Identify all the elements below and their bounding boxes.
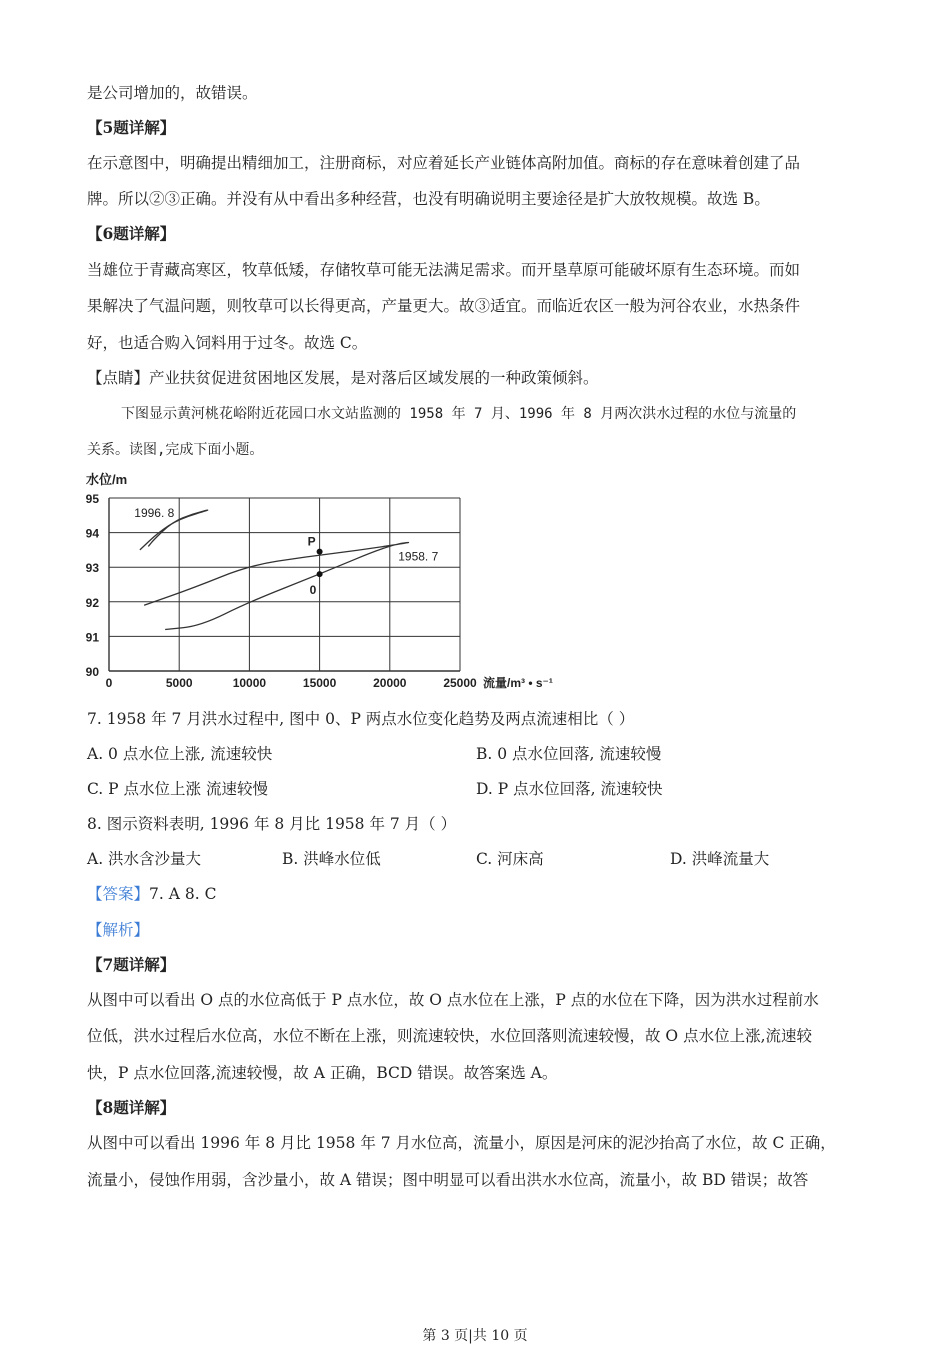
q8-option-a[interactable]: A. 洪水含沙量大 (87, 850, 202, 868)
y-tick-label: 91 (85, 630, 99, 645)
point-marker-P (317, 549, 323, 555)
text-line: 快，P 点水位回落,流速较慢，故 A 正确，BCD 错误。故答案选 A。 (87, 1064, 558, 1082)
q7-option-b[interactable]: B. 0 点水位回落, 流速较慢 (476, 745, 662, 763)
intro-line: 关系。读图,完成下面小题。 (87, 442, 264, 458)
y-tick-label: 93 (85, 561, 99, 576)
text-line: 好，也适合购入饲料用于过冬。故选 C。 (87, 334, 368, 352)
x-axis-label: 流量/m³ • s⁻¹ (483, 676, 553, 690)
y-tick-label: 92 (85, 595, 99, 610)
question-8-stem: 8. 图示资料表明, 1996 年 8 月比 1958 年 7 月（ ） (87, 815, 457, 833)
x-tick-label: 5000 (165, 676, 193, 690)
y-axis-label: 水位/m (86, 472, 128, 487)
x-tick-label: 20000 (373, 676, 407, 690)
y-tick-label: 94 (85, 526, 99, 541)
section-heading: 【8题详解】 (87, 1098, 176, 1117)
chart-grid (109, 498, 460, 671)
section-heading: 【7题详解】 (87, 955, 176, 974)
q7-option-c[interactable]: C. P 点水位上涨 流速较慢 (87, 780, 268, 798)
x-tick-label: 0 (105, 676, 113, 690)
series-line-1958 (144, 542, 408, 629)
text-line: 是公司增加的，故错误。 (87, 84, 258, 102)
point-label-P: P (307, 534, 316, 549)
chart-ticks (86, 492, 477, 690)
point-marker-0 (317, 571, 323, 577)
page-footer: 第 3 页|共 10 页 (422, 1328, 528, 1344)
chart-series (134, 506, 438, 629)
series-label: 1958. 7 (398, 549, 439, 564)
water-level-flow-chart (80, 462, 640, 692)
x-tick-label: 25000 (443, 676, 477, 690)
q8-option-b[interactable]: B. 洪峰水位低 (282, 850, 381, 868)
answer-tag: 【答案】 (87, 885, 150, 903)
x-tick-label: 15000 (302, 676, 337, 690)
q7-option-a[interactable]: A. 0 点水位上涨, 流速较快 (87, 745, 273, 763)
answer-text: 7. A 8. C (149, 885, 217, 903)
y-tick-label: 90 (85, 665, 99, 679)
chart-annotations (308, 535, 323, 597)
series-label: 1996. 8 (134, 506, 175, 521)
answer-line (87, 884, 216, 904)
text-line: 牌。所以②③正确。并没有从中看出多种经营，也没有明确说明主要途径是扩大放牧规模。故选 B。 (87, 190, 770, 208)
question-7-stem: 7. 1958 年 7 月洪水过程中, 图中 0、P 两点水位变化趋势及两点流速相比（ ） (87, 710, 635, 728)
text-line: 从图中可以看出 O 点的水位高低于 P 点水位，故 O 点水位在上涨，P 点的水位在下降，因为洪水过程前水 (87, 991, 819, 1009)
q8-option-c[interactable]: C. 河床高 (476, 850, 544, 868)
section-heading: 【5题详解】 (87, 118, 176, 137)
text-line: 当雄位于青藏高寒区，牧草低矮，存储牧草可能无法满足需求。而开垦草原可能破坏原有生态环境。而如 (87, 261, 801, 279)
tip-line: 【点睛】产业扶贫促进贫困地区发展，是对落后区域发展的一种政策倾斜。 (87, 369, 599, 387)
section-heading: 【6题详解】 (87, 224, 176, 243)
y-tick-label: 95 (85, 492, 99, 506)
text-line: 流量小，侵蚀作用弱，含沙量小，故 A 错误；图中明显可以看出洪水水位高，流量小，故 BD 错误；故答 (87, 1171, 809, 1189)
analysis-tag: 【解析】 (87, 921, 150, 939)
q7-option-d[interactable]: D. P 点水位回落, 流速较快 (476, 780, 663, 798)
text-line: 果解决了气温问题，则牧草可以长得更高，产量更大。故③适宜。而临近农区一般为河谷农业，水热条件 (87, 297, 801, 315)
text-line: 在示意图中，明确提出精细加工，注册商标，对应着延长产业链体高附加值。商标的存在意味着创建了品 (87, 154, 801, 172)
q8-option-d[interactable]: D. 洪峰流量大 (670, 850, 770, 868)
intro-line: 下图显示黄河桃花峪附近花园口水文站监测的 1958 年 7 月、1996 年 8 月两次洪水过程的水位与流量的 (121, 406, 797, 422)
text-line: 位低，洪水过程后水位高，水位不断在上涨，则流速较快，水位回落则流速较慢，故 O 点水位上涨,流速较 (87, 1027, 812, 1045)
x-tick-label: 10000 (232, 676, 267, 690)
point-label-0: 0 (309, 583, 317, 598)
text-line: 从图中可以看出 1996 年 8 月比 1958 年 7 月水位高，流量小，原因是河床的泥沙抬高了水位，故 C 正确， (87, 1134, 836, 1152)
